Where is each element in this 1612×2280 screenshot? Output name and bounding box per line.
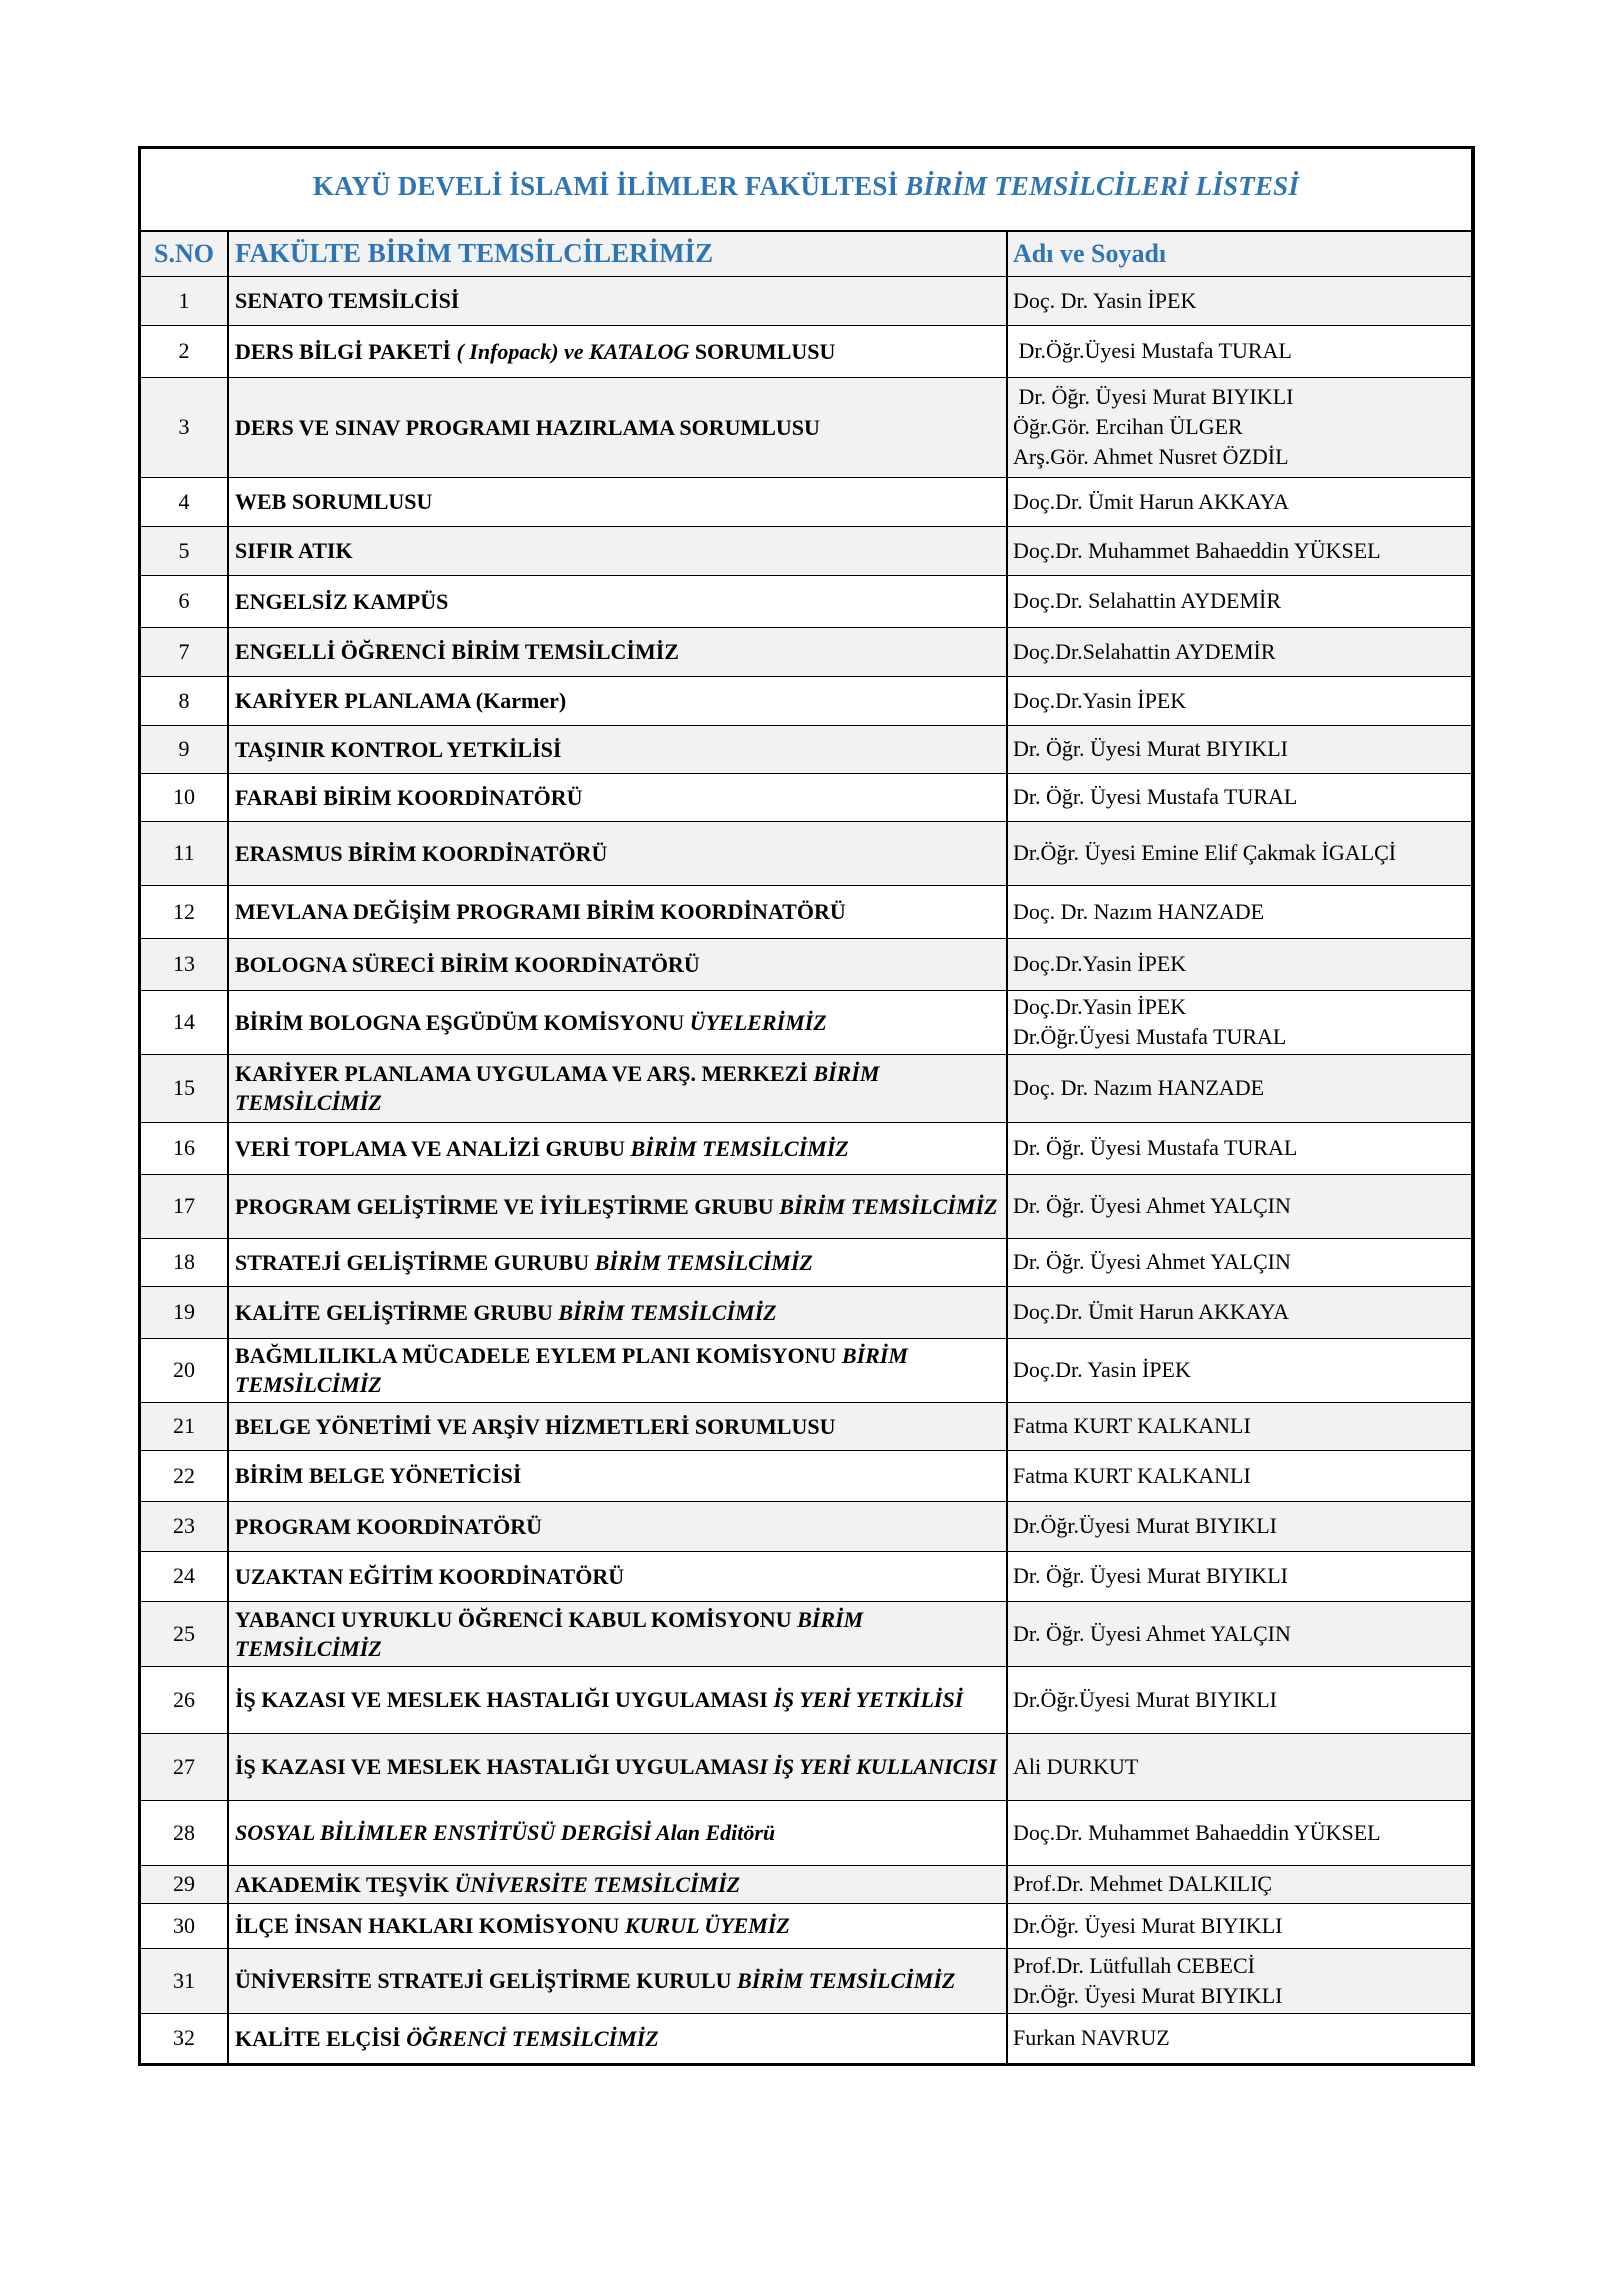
table-row <box>141 725 1471 773</box>
person-name: Doç.Dr. Ümit Harun AKKAYA <box>1013 1299 1290 1324</box>
table-row <box>141 1450 1471 1501</box>
person-name: Doç.Dr.Selahattin AYDEMİR <box>1013 638 1276 664</box>
table-row <box>141 1865 1471 1903</box>
name-cell <box>1007 526 1471 575</box>
table-row <box>141 575 1471 627</box>
role-text: DERS VE SINAV PROGRAMI HAZIRLAMA SORUMLUSU <box>235 414 820 440</box>
role-text: AKADEMİK TEŞVİK <box>235 1871 455 1897</box>
table-row <box>141 325 1471 377</box>
name-cell <box>1007 1733 1471 1800</box>
table-row <box>141 1286 1471 1338</box>
role-text: BELGE YÖNETİMİ VE ARŞİV HİZMETLERİ SORUMLUSU <box>235 1413 836 1439</box>
role-cell <box>228 1865 1007 1903</box>
person-name: Dr. Öğr. Üyesi Murat BIYIKLI <box>1013 1563 1288 1588</box>
person-name: Dr. Öğr. Üyesi Murat BIYIKLI <box>1013 736 1288 761</box>
row-number: 27 <box>141 1733 228 1800</box>
table-header-row <box>141 232 1471 276</box>
name-cell <box>1007 377 1471 477</box>
role-text: KALİTE GELİŞTİRME GRUBU <box>235 1299 559 1325</box>
table-row <box>141 1733 1471 1800</box>
row-number: 2 <box>141 325 228 377</box>
table-row <box>141 990 1471 1054</box>
row-number: 25 <box>141 1601 228 1666</box>
person-name: Dr.Öğr.Üyesi Murat BIYIKLI <box>1013 1686 1277 1712</box>
table-row <box>141 377 1471 477</box>
role-text: ERASMUS BİRİM KOORDİNATÖRÜ <box>235 840 608 866</box>
person-name: Öğr.Gör. Ercihan ÜLGER <box>1013 414 1243 439</box>
table-row <box>141 1800 1471 1865</box>
row-number: 1 <box>141 276 228 325</box>
table-row <box>141 938 1471 990</box>
role-text: ENGELLİ ÖĞRENCİ BİRİM TEMSİLCİMİZ <box>235 639 679 664</box>
role-text: BİRİM TEMSİLCİMİZ <box>558 1299 777 1325</box>
table-row <box>141 1551 1471 1601</box>
role-text: PROGRAM KOORDİNATÖRÜ <box>235 1513 542 1539</box>
name-cell <box>1007 1174 1471 1238</box>
person-name: Dr.Öğr.Üyesi Mustafa TURAL <box>1013 1024 1287 1049</box>
name-cell <box>1007 821 1471 885</box>
role-text: STRATEJİ GELİŞTİRME GURUBU <box>235 1249 595 1275</box>
role-cell <box>228 938 1007 990</box>
role-cell <box>228 990 1007 1054</box>
role-cell <box>228 1501 1007 1551</box>
role-text: KARİYER PLANLAMA UYGULAMA VE ARŞ. MERKEZİ <box>235 1061 814 1086</box>
role-text: SIFIR ATIK <box>235 538 353 563</box>
role-cell <box>228 2013 1007 2063</box>
row-number: 28 <box>141 1800 228 1865</box>
role-cell <box>228 1733 1007 1800</box>
row-number: 4 <box>141 477 228 526</box>
row-number: 6 <box>141 575 228 627</box>
person-name: Dr.Öğr. Üyesi Murat BIYIKLI <box>1013 1912 1283 1938</box>
role-cell <box>228 1551 1007 1601</box>
name-cell <box>1007 1402 1471 1450</box>
person-name: Doç. Dr. Nazım HANZADE <box>1013 898 1265 924</box>
role-cell <box>228 773 1007 821</box>
person-name: Furkan NAVRUZ <box>1013 2025 1170 2051</box>
row-number: 19 <box>141 1286 228 1338</box>
row-number: 18 <box>141 1238 228 1286</box>
row-number: 7 <box>141 627 228 676</box>
role-text: ENGELSİZ KAMPÜS <box>235 588 449 614</box>
role-text: ÜNİVERSİTE STRATEJİ GELİŞTİRME KURULU <box>235 1968 738 1993</box>
representatives-table <box>141 232 1471 2063</box>
role-text: BAĞMLILIKLA MÜCADELE EYLEM PLANI KOMİSYONU <box>235 1343 842 1368</box>
role-text: ÜYELERİMİZ <box>689 1009 827 1035</box>
role-text: ( Infopack) ve KATALOG <box>456 338 690 364</box>
role-text: BİRİM BOLOGNA EŞGÜDÜM KOMİSYONU <box>235 1009 690 1035</box>
role-cell <box>228 1450 1007 1501</box>
role-cell <box>228 1238 1007 1286</box>
name-cell <box>1007 325 1471 377</box>
role-cell <box>228 1948 1007 2013</box>
title-list-name: BİRİM TEMSİLCİLERİ LİSTESİ <box>905 171 1300 201</box>
title-row <box>141 149 1471 232</box>
role-text: VERİ TOPLAMA VE ANALİZİ GRUBU <box>235 1135 631 1161</box>
role-cell <box>228 1402 1007 1450</box>
name-cell <box>1007 676 1471 725</box>
role-text: KURUL ÜYEMİZ <box>624 1913 790 1938</box>
name-cell <box>1007 1666 1471 1733</box>
role-cell <box>228 1666 1007 1733</box>
table-row <box>141 773 1471 821</box>
name-cell <box>1007 990 1471 1054</box>
role-cell <box>228 885 1007 938</box>
role-text: SOSYAL BİLİMLER ENSTİTÜSÜ DERGİSİ Alan Editörü <box>235 1820 776 1845</box>
role-cell <box>228 1174 1007 1238</box>
role-text: YABANCI UYRUKLU ÖĞRENCİ KABUL KOMİSYONU <box>235 1606 798 1632</box>
table-row <box>141 1338 1471 1402</box>
table-row <box>141 676 1471 725</box>
name-cell <box>1007 1054 1471 1122</box>
name-cell <box>1007 1450 1471 1501</box>
role-cell <box>228 477 1007 526</box>
name-cell <box>1007 885 1471 938</box>
document-title <box>313 171 1299 202</box>
person-name: Fatma KURT KALKANLI <box>1013 1413 1251 1438</box>
table-row <box>141 2013 1471 2063</box>
person-name: Dr.Öğr. Üyesi Murat BIYIKLI <box>1013 1982 1283 2008</box>
role-cell <box>228 1601 1007 1666</box>
role-text: MEVLANA DEĞİŞİM PROGRAMI BİRİM KOORDİNATÖRÜ <box>235 899 846 924</box>
person-name: Prof.Dr. Mehmet DALKILIÇ <box>1013 1871 1273 1896</box>
name-cell <box>1007 276 1471 325</box>
name-cell <box>1007 773 1471 821</box>
name-cell <box>1007 1601 1471 1666</box>
name-cell <box>1007 575 1471 627</box>
name-cell <box>1007 2013 1471 2063</box>
name-cell <box>1007 1501 1471 1551</box>
role-cell <box>228 676 1007 725</box>
person-name: Dr.Öğr.Üyesi Murat BIYIKLI <box>1013 1513 1277 1538</box>
role-text: BİRİM TEMSİLCİMİZ <box>235 1606 864 1661</box>
person-name: Arş.Gör. Ahmet Nusret ÖZDİL <box>1013 444 1289 469</box>
person-name: Dr. Öğr. Üyesi Ahmet YALÇIN <box>1013 1249 1291 1274</box>
row-number: 26 <box>141 1666 228 1733</box>
role-text: BİRİM TEMSİLCİMİZ <box>594 1249 813 1275</box>
person-name: Dr. Öğr. Üyesi Murat BIYIKLI <box>1013 384 1294 409</box>
role-cell <box>228 627 1007 676</box>
table-row <box>141 526 1471 575</box>
role-text: ÖĞRENCİ TEMSİLCİMİZ <box>406 2025 659 2051</box>
role-text: SORUMLUSU <box>689 338 836 364</box>
name-cell <box>1007 938 1471 990</box>
role-cell <box>228 1122 1007 1174</box>
name-cell <box>1007 627 1471 676</box>
table-row <box>141 1601 1471 1666</box>
table-row <box>141 477 1471 526</box>
name-cell <box>1007 1903 1471 1948</box>
title-institution: KAYÜ DEVELİ İSLAMİ İLİMLER FAKÜLTESİ <box>312 171 899 201</box>
table-row <box>141 1903 1471 1948</box>
name-cell <box>1007 1800 1471 1865</box>
name-cell <box>1007 1948 1471 2013</box>
role-text: TAŞINIR KONTROL YETKİLİSİ <box>235 736 562 762</box>
role-text: İŞ KAZASI VE MESLEK HASTALIĞI UYGULAMAS <box>235 1754 760 1779</box>
row-number: 17 <box>141 1174 228 1238</box>
row-number: 15 <box>141 1054 228 1122</box>
role-text: I İŞ YERİ KULLANICISI <box>759 1754 997 1779</box>
row-number: 30 <box>141 1903 228 1948</box>
role-text: FARABİ BİRİM KOORDİNATÖRÜ <box>235 784 583 810</box>
person-name: Doç.Dr.Yasin İPEK <box>1013 951 1187 976</box>
row-number: 21 <box>141 1402 228 1450</box>
role-text: BİRİM TEMSİLCİMİZ <box>779 1193 998 1219</box>
table-row <box>141 885 1471 938</box>
role-text: İŞ YERİ YETKİLİSİ <box>773 1687 964 1712</box>
role-cell <box>228 1800 1007 1865</box>
name-cell <box>1007 1122 1471 1174</box>
role-cell <box>228 1903 1007 1948</box>
row-number: 12 <box>141 885 228 938</box>
role-cell <box>228 575 1007 627</box>
person-name: Doç.Dr. Selahattin AYDEMİR <box>1013 588 1282 613</box>
role-text: KALİTE ELÇİSİ <box>235 2025 407 2051</box>
table-row <box>141 1666 1471 1733</box>
row-number: 23 <box>141 1501 228 1551</box>
person-name: Dr. Öğr. Üyesi Ahmet YALÇIN <box>1013 1193 1291 1218</box>
person-name: Doç.Dr. Muhammet Bahaeddin YÜKSEL <box>1013 1819 1381 1845</box>
row-number: 24 <box>141 1551 228 1601</box>
row-number: 22 <box>141 1450 228 1501</box>
representatives-table-frame <box>138 146 1475 2066</box>
row-number: 11 <box>141 821 228 885</box>
person-name: Doç.Dr.Yasin İPEK <box>1013 687 1187 713</box>
role-text: BOLOGNA SÜRECİ BİRİM KOORDİNATÖRÜ <box>235 951 700 977</box>
row-number: 9 <box>141 725 228 773</box>
person-name: Doç.Dr.Yasin İPEK <box>1013 994 1187 1019</box>
person-name: Doç.Dr. Yasin İPEK <box>1013 1357 1191 1382</box>
name-cell <box>1007 1286 1471 1338</box>
row-number: 8 <box>141 676 228 725</box>
role-text: DERS BİLGİ PAKETİ <box>235 338 457 364</box>
person-name: Dr. Öğr. Üyesi Mustafa TURAL <box>1013 1135 1298 1160</box>
row-number: 10 <box>141 773 228 821</box>
row-number: 5 <box>141 526 228 575</box>
table-row <box>141 276 1471 325</box>
name-cell <box>1007 1238 1471 1286</box>
column-header-role: FAKÜLTE BİRİM TEMSİLCİLERİMİZ <box>228 232 1007 276</box>
person-name: Dr.Öğr.Üyesi Mustafa TURAL <box>1013 338 1292 363</box>
role-text: İŞ KAZASI VE MESLEK HASTALIĞI UYGULAMASI <box>235 1687 774 1712</box>
table-body <box>141 276 1471 2063</box>
row-number: 3 <box>141 377 228 477</box>
name-cell <box>1007 1338 1471 1402</box>
person-name: Doç. Dr. Nazım HANZADE <box>1013 1075 1265 1100</box>
person-name: Fatma KURT KALKANLI <box>1013 1462 1251 1488</box>
role-text: BİRİM TEMSİLCİMİZ <box>235 1061 880 1115</box>
row-number: 13 <box>141 938 228 990</box>
role-cell <box>228 1338 1007 1402</box>
person-name: Doç.Dr. Ümit Harun AKKAYA <box>1013 488 1290 514</box>
role-text: BİRİM TEMSİLCİMİZ <box>630 1135 849 1161</box>
person-name: Doç. Dr. Yasin İPEK <box>1013 287 1197 313</box>
person-name: Dr. Öğr. Üyesi Mustafa TURAL <box>1013 784 1298 809</box>
name-cell <box>1007 477 1471 526</box>
person-name: Dr. Öğr. Üyesi Ahmet YALÇIN <box>1013 1620 1291 1646</box>
role-text: PROGRAM GELİŞTİRME VE İYİLEŞTİRME GRUBU <box>235 1193 780 1219</box>
role-cell <box>228 1286 1007 1338</box>
column-header-sno: S.NO <box>141 232 228 276</box>
table-row <box>141 1948 1471 2013</box>
role-cell <box>228 325 1007 377</box>
role-text: KARİYER PLANLAMA (Karmer) <box>235 688 567 713</box>
role-cell <box>228 377 1007 477</box>
table-row <box>141 1054 1471 1122</box>
role-text: ÜNİVERSİTE TEMSİLCİMİZ <box>454 1871 741 1897</box>
column-header-name: Adı ve Soyadı <box>1007 232 1471 276</box>
table-row <box>141 821 1471 885</box>
person-name: Ali DURKUT <box>1013 1753 1139 1779</box>
row-number: 32 <box>141 2013 228 2063</box>
table-row <box>141 1122 1471 1174</box>
row-number: 16 <box>141 1122 228 1174</box>
role-cell <box>228 526 1007 575</box>
person-name: Doç.Dr. Muhammet Bahaeddin YÜKSEL <box>1013 537 1381 563</box>
role-cell <box>228 276 1007 325</box>
row-number: 14 <box>141 990 228 1054</box>
name-cell <box>1007 1551 1471 1601</box>
role-cell <box>228 821 1007 885</box>
person-name: Prof.Dr. Lütfullah CEBECİ <box>1013 1952 1255 1978</box>
name-cell <box>1007 725 1471 773</box>
role-text: İLÇE İNSAN HAKLARI KOMİSYONU <box>235 1913 625 1938</box>
role-text: BİRİM BELGE YÖNETİCİSİ <box>235 1463 522 1488</box>
table-row <box>141 1402 1471 1450</box>
row-number: 31 <box>141 1948 228 2013</box>
table-row <box>141 1174 1471 1238</box>
role-text: BİRİM TEMSİLCİMİZ <box>737 1968 956 1993</box>
role-text: UZAKTAN EĞİTİM KOORDİNATÖRÜ <box>235 1563 625 1589</box>
role-text: WEB SORUMLUSU <box>235 489 433 514</box>
table-row <box>141 1501 1471 1551</box>
row-number: 29 <box>141 1865 228 1903</box>
name-cell <box>1007 1865 1471 1903</box>
role-cell <box>228 1054 1007 1122</box>
table-row <box>141 627 1471 676</box>
role-cell <box>228 725 1007 773</box>
row-number: 20 <box>141 1338 228 1402</box>
role-text: BİRİM TEMSİLCİMİZ <box>235 1343 908 1397</box>
table-row <box>141 1238 1471 1286</box>
role-text: SENATO TEMSİLCİSİ <box>235 288 460 313</box>
person-name: Dr.Öğr. Üyesi Emine Elif Çakmak İGALÇİ <box>1013 840 1397 865</box>
